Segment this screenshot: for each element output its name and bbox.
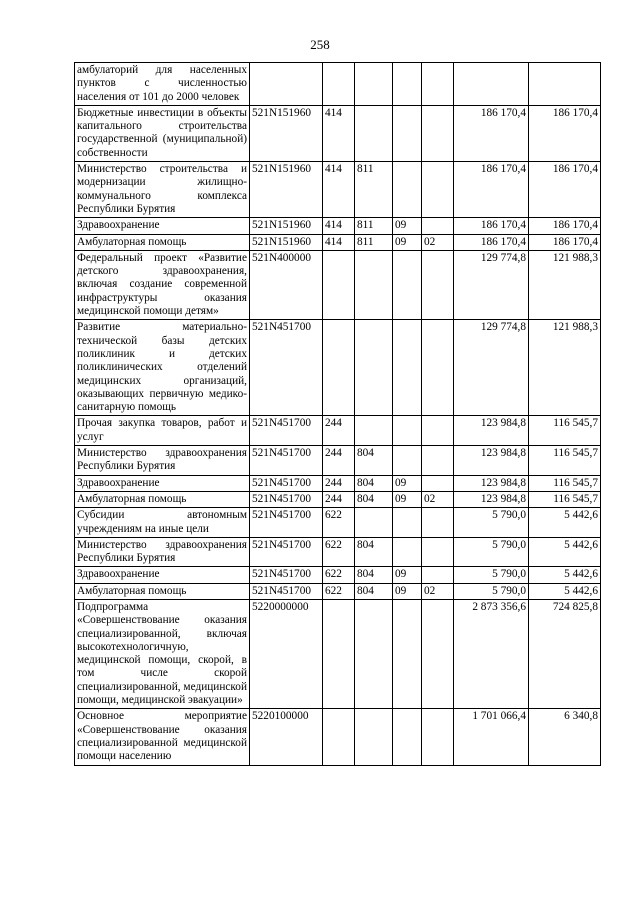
row-name-cell: Развитие материально-технической базы детских поликлиник и детских поликлинических отделений медицинских организаций, оказывающих первичную медико-санитарную помощь <box>75 320 250 416</box>
amount-year2-cell: 116 545,7 <box>529 446 601 476</box>
table-row <box>75 250 601 319</box>
section-cell: 09 <box>393 218 422 234</box>
section-cell <box>393 599 422 708</box>
table-row <box>75 446 601 476</box>
amount-year1-cell: 186 170,4 <box>454 162 529 218</box>
amount-year1-cell: 5 790,0 <box>454 583 529 599</box>
table-row <box>75 320 601 416</box>
subsection-cell <box>422 250 454 319</box>
subsection-cell <box>422 416 454 446</box>
subsection-cell <box>422 709 454 765</box>
ministry-code-cell <box>355 709 393 765</box>
ministry-code-cell: 811 <box>355 234 393 250</box>
amount-year2-cell: 5 442,6 <box>529 567 601 583</box>
expense-type-cell <box>323 320 355 416</box>
expense-type-cell: 622 <box>323 537 355 567</box>
ministry-code-cell: 804 <box>355 583 393 599</box>
row-name-cell: Амбулаторная помощь <box>75 583 250 599</box>
amount-year1-cell: 123 984,8 <box>454 475 529 491</box>
target-article-cell: 521N451700 <box>250 320 323 416</box>
row-name-cell: Амбулаторная помощь <box>75 491 250 507</box>
target-article-cell: 521N451700 <box>250 567 323 583</box>
expense-type-cell: 622 <box>323 583 355 599</box>
table-row <box>75 709 601 765</box>
table-row <box>75 105 601 161</box>
expense-type-cell: 414 <box>323 218 355 234</box>
section-cell: 09 <box>393 475 422 491</box>
row-name-cell: Амбулаторная помощь <box>75 234 250 250</box>
expense-type-cell: 244 <box>323 446 355 476</box>
amount-year2-cell: 116 545,7 <box>529 491 601 507</box>
table-row <box>75 599 601 708</box>
table-row <box>75 537 601 567</box>
amount-year2-cell <box>529 63 601 106</box>
row-name-cell: Министерство строительства и модернизации жилищно-коммунального комплекса Республики Бурятия <box>75 162 250 218</box>
expense-type-cell <box>323 709 355 765</box>
page-number: 258 <box>310 37 330 52</box>
subsection-cell <box>422 567 454 583</box>
table-row <box>75 63 601 106</box>
amount-year2-cell: 5 442,6 <box>529 508 601 538</box>
amount-year1-cell: 2 873 356,6 <box>454 599 529 708</box>
subsection-cell <box>422 446 454 476</box>
section-cell <box>393 162 422 218</box>
subsection-cell <box>422 218 454 234</box>
ministry-code-cell <box>355 599 393 708</box>
target-article-cell: 521N451700 <box>250 416 323 446</box>
target-article-cell: 521N451700 <box>250 491 323 507</box>
ministry-code-cell <box>355 63 393 106</box>
ministry-code-cell: 804 <box>355 491 393 507</box>
target-article-cell: 521N151960 <box>250 105 323 161</box>
row-name-cell: Федеральный проект «Развитие детского здравоохранения, включая создание современной инфраструктуры оказания медицинской помощи детям» <box>75 250 250 319</box>
ministry-code-cell: 804 <box>355 475 393 491</box>
expense-type-cell: 414 <box>323 234 355 250</box>
ministry-code-cell <box>355 320 393 416</box>
amount-year1-cell: 129 774,8 <box>454 250 529 319</box>
amount-year2-cell: 186 170,4 <box>529 162 601 218</box>
amount-year1-cell: 1 701 066,4 <box>454 709 529 765</box>
section-cell: 09 <box>393 234 422 250</box>
section-cell: 09 <box>393 491 422 507</box>
subsection-cell <box>422 475 454 491</box>
expense-type-cell: 414 <box>323 105 355 161</box>
table-row <box>75 416 601 446</box>
ministry-code-cell: 804 <box>355 567 393 583</box>
ministry-code-cell: 804 <box>355 537 393 567</box>
target-article-cell: 5220000000 <box>250 599 323 708</box>
amount-year1-cell: 123 984,8 <box>454 446 529 476</box>
section-cell <box>393 105 422 161</box>
amount-year1-cell: 5 790,0 <box>454 567 529 583</box>
amount-year1-cell: 123 984,8 <box>454 491 529 507</box>
subsection-cell <box>422 320 454 416</box>
table-row <box>75 162 601 218</box>
amount-year2-cell: 186 170,4 <box>529 105 601 161</box>
target-article-cell: 521N151960 <box>250 234 323 250</box>
amount-year2-cell: 116 545,7 <box>529 475 601 491</box>
amount-year1-cell: 123 984,8 <box>454 416 529 446</box>
row-name-cell: Здравоохранение <box>75 475 250 491</box>
section-cell <box>393 446 422 476</box>
row-name-cell: Министерство здравоохранения Республики Бурятия <box>75 446 250 476</box>
expense-type-cell: 244 <box>323 416 355 446</box>
amount-year2-cell: 186 170,4 <box>529 234 601 250</box>
row-name-cell: Здравоохранение <box>75 218 250 234</box>
amount-year1-cell: 5 790,0 <box>454 508 529 538</box>
expense-type-cell: 622 <box>323 508 355 538</box>
row-name-cell: Здравоохранение <box>75 567 250 583</box>
table-row <box>75 218 601 234</box>
amount-year1-cell: 186 170,4 <box>454 234 529 250</box>
target-article-cell: 5220100000 <box>250 709 323 765</box>
ministry-code-cell <box>355 508 393 538</box>
table-body <box>75 63 601 766</box>
row-name-cell: Подпрограмма «Совершенствование оказания специализированной, включая высокотехнологичную, медицинской помощи, скорой, в том числе скорой специализированной, медицинской помощи, медицинской эвакуации» <box>75 599 250 708</box>
amount-year1-cell: 129 774,8 <box>454 320 529 416</box>
subsection-cell: 02 <box>422 491 454 507</box>
target-article-cell: 521N151960 <box>250 162 323 218</box>
expense-type-cell <box>323 63 355 106</box>
subsection-cell <box>422 537 454 567</box>
section-cell: 09 <box>393 567 422 583</box>
amount-year1-cell: 5 790,0 <box>454 537 529 567</box>
expense-type-cell <box>323 250 355 319</box>
subsection-cell <box>422 63 454 106</box>
row-name-cell: амбулаторий для населенных пунктов с численностью населения от 101 до 2000 человек <box>75 63 250 106</box>
amount-year1-cell <box>454 63 529 106</box>
expense-type-cell: 244 <box>323 475 355 491</box>
target-article-cell: 521N451700 <box>250 583 323 599</box>
subsection-cell <box>422 105 454 161</box>
subsection-cell <box>422 508 454 538</box>
section-cell <box>393 537 422 567</box>
expense-type-cell: 414 <box>323 162 355 218</box>
amount-year2-cell: 724 825,8 <box>529 599 601 708</box>
subsection-cell <box>422 162 454 218</box>
amount-year2-cell: 5 442,6 <box>529 537 601 567</box>
ministry-code-cell <box>355 416 393 446</box>
section-cell <box>393 63 422 106</box>
ministry-code-cell <box>355 250 393 319</box>
ministry-code-cell <box>355 105 393 161</box>
subsection-cell <box>422 599 454 708</box>
target-article-cell: 521N400000 <box>250 250 323 319</box>
budget-table <box>74 62 601 766</box>
section-cell <box>393 250 422 319</box>
table-row <box>75 234 601 250</box>
section-cell <box>393 416 422 446</box>
ministry-code-cell: 804 <box>355 446 393 476</box>
target-article-cell: 521N451700 <box>250 537 323 567</box>
row-name-cell: Бюджетные инвестиции в объекты капитального строительства государственной (муниципальной) собственности <box>75 105 250 161</box>
expense-type-cell <box>323 599 355 708</box>
amount-year1-cell: 186 170,4 <box>454 105 529 161</box>
row-name-cell: Прочая закупка товаров, работ и услуг <box>75 416 250 446</box>
target-article-cell: 521N451700 <box>250 508 323 538</box>
table-row <box>75 567 601 583</box>
expense-type-cell: 244 <box>323 491 355 507</box>
section-cell <box>393 320 422 416</box>
section-cell <box>393 508 422 538</box>
amount-year2-cell: 121 988,3 <box>529 320 601 416</box>
amount-year2-cell: 6 340,8 <box>529 709 601 765</box>
row-name-cell: Основное мероприятие «Совершенствование оказания специализированной медицинской помощи населению <box>75 709 250 765</box>
amount-year2-cell: 116 545,7 <box>529 416 601 446</box>
ministry-code-cell: 811 <box>355 218 393 234</box>
section-cell: 09 <box>393 583 422 599</box>
table-row <box>75 508 601 538</box>
table-row <box>75 583 601 599</box>
amount-year2-cell: 186 170,4 <box>529 218 601 234</box>
target-article-cell: 521N151960 <box>250 218 323 234</box>
table-row <box>75 491 601 507</box>
table-row <box>75 475 601 491</box>
expense-type-cell: 622 <box>323 567 355 583</box>
subsection-cell: 02 <box>422 234 454 250</box>
row-name-cell: Субсидии автономным учреждениям на иные цели <box>75 508 250 538</box>
amount-year2-cell: 121 988,3 <box>529 250 601 319</box>
amount-year2-cell: 5 442,6 <box>529 583 601 599</box>
ministry-code-cell: 811 <box>355 162 393 218</box>
row-name-cell: Министерство здравоохранения Республики Бурятия <box>75 537 250 567</box>
section-cell <box>393 709 422 765</box>
target-article-cell: 521N451700 <box>250 446 323 476</box>
subsection-cell: 02 <box>422 583 454 599</box>
target-article-cell: 521N451700 <box>250 475 323 491</box>
amount-year1-cell: 186 170,4 <box>454 218 529 234</box>
target-article-cell <box>250 63 323 106</box>
